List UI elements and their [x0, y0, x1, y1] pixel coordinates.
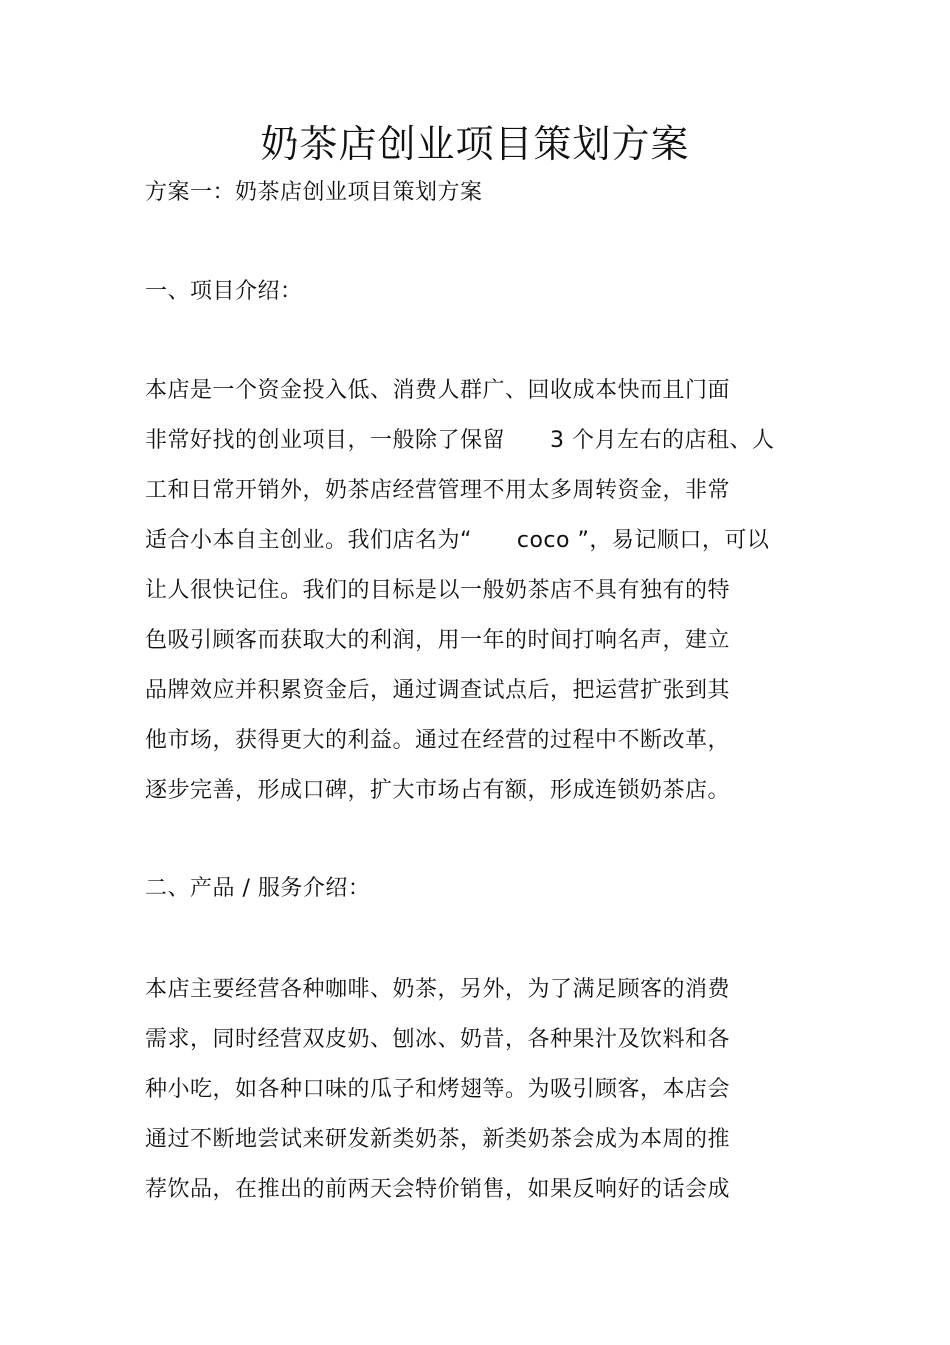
paragraph-line: 让人很快记住。我们的目标是以一般奶茶店不具有独有的特 — [145, 578, 731, 603]
document-title: 奶茶店创业项目策划方案 — [260, 122, 690, 166]
paragraph-line: 色吸引顾客而获取大的利润，用一年的时间打响名声，建立 — [145, 628, 731, 653]
document-subtitle: 方案一：奶茶店创业项目策划方案 — [145, 180, 483, 205]
paragraph-line: 适合小本自主创业。我们店名为“ coco ”，易记顺口，可以 — [145, 528, 770, 553]
paragraph-line: 种小吃，如各种口味的瓜子和烤翅等。为吸引顾客，本店会 — [145, 1077, 731, 1102]
paragraph-line: 通过不断地尝试来研发新类奶茶，新类奶茶会成为本周的推 — [145, 1127, 731, 1152]
paragraph-line: 本店是一个资金投入低、消费人群广、回收成本快而且门面 — [145, 378, 731, 403]
section1-heading: 一、项目介绍： — [145, 279, 303, 304]
paragraph-line: 工和日常开销外，奶茶店经营管理不用太多周转资金，非常 — [145, 478, 731, 503]
paragraph-line: 他市场，获得更大的利益。通过在经营的过程中不断改革， — [145, 728, 731, 753]
paragraph-line: 逐步完善，形成口碑，扩大市场占有额，形成连锁奶茶店。 — [145, 778, 731, 803]
paragraph-line: 荐饮品，在推出的前两天会特价销售，如果反响好的话会成 — [145, 1177, 731, 1202]
paragraph-line: 本店主要经营各种咖啡、奶茶，另外，为了满足顾客的消费 — [145, 977, 731, 1002]
paragraph-line: 需求，同时经营双皮奶、刨冰、奶昔，各种果汁及饮料和各 — [145, 1027, 731, 1052]
paragraph-line: 非常好找的创业项目，一般除了保留 3 个月左右的店租、人 — [145, 428, 775, 453]
section2-heading: 二、产品 / 服务介绍： — [145, 876, 371, 901]
paragraph-line: 品牌效应并积累资金后，通过调查试点后，把运营扩张到其 — [145, 678, 731, 703]
